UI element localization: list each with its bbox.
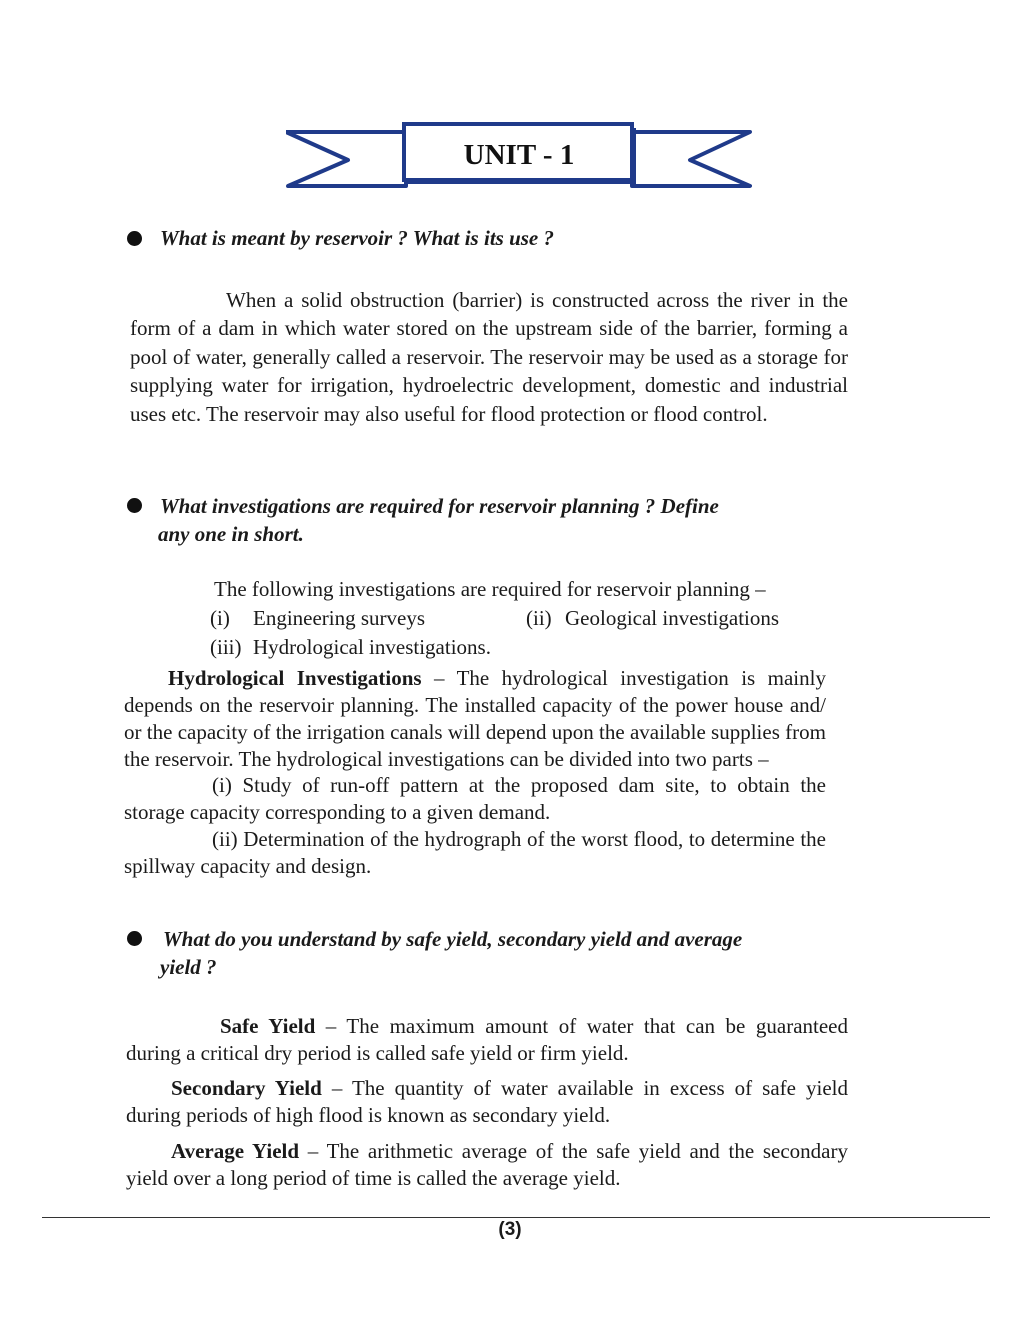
secondary-yield-paragraph (126, 1075, 848, 1129)
list-item-text: Engineering surveys (253, 606, 426, 630)
question-heading-line1: What do you understand by safe yield, secondary yield and average (163, 927, 743, 951)
term-label: Safe Yield (220, 1014, 316, 1038)
question-heading: What is meant by reservoir ? What is its use ? (160, 226, 554, 250)
hydrological-paragraph (124, 665, 826, 773)
page-number: (3) (498, 1219, 522, 1240)
bullet-icon (127, 498, 142, 513)
unit-title: UNIT - 1 (463, 138, 575, 171)
answer-paragraph: When a solid obstruction (barrier) is constructed across the river in the form of a dam in which water stored on the upstream side of the barrier, forming a pool of water, generally called a reservoir. The reservoir may be used as a storage for supplying water for irrigation, hydroelectric development, domestic and industrial uses etc. The reservoir may also useful for flood protection or flood control. (130, 288, 848, 426)
term-definition: – The maximum amount of water that can be guaranteed during a critical dry period is called safe yield or firm yield. (126, 1014, 848, 1065)
footer-divider (42, 1217, 990, 1218)
part-one-paragraph: (i) Study of run-off pattern at the proposed dam site, to obtain the storage capacity corresponding to a given demand. (124, 773, 826, 824)
intro-text: The following investigations are required for reservoir planning – (214, 577, 766, 601)
list-item-number: (i) (210, 606, 230, 630)
list-item-number: (ii) (526, 606, 552, 630)
part-two-paragraph: (ii) Determination of the hydrograph of the worst flood, to determine the spillway capacity and design. (124, 827, 826, 878)
term-label: Average Yield (171, 1139, 300, 1163)
safe-yield-paragraph (126, 1013, 848, 1067)
question-heading-line2: yield ? (160, 955, 217, 979)
bullet-icon (127, 231, 142, 246)
term-label: Secondary Yield (171, 1076, 322, 1100)
unit-banner (286, 118, 752, 194)
term-definition: – The arithmetic average of the safe yield and the secondary yield over a long period of time is called the average yield. (126, 1139, 848, 1190)
term-label: Hydrological Investigations (168, 666, 422, 690)
list-item-text: Geological investigations (565, 606, 780, 630)
list-item-number: (iii) (210, 635, 242, 659)
average-yield-paragraph (126, 1138, 848, 1192)
term-definition: – The hydrological investigation is mainly depends on the reservoir planning. The installed capacity of the power house and/ or the capacity of the irrigation canals will depend upon the available supplies from the reservoir. The hydrological investigations can be divided into two parts – (124, 666, 826, 771)
bullet-icon (127, 931, 142, 946)
question-heading-line2: any one in short. (158, 522, 304, 546)
question-heading-line1: What investigations are required for reservoir planning ? Define (160, 494, 719, 518)
list-item-text: Hydrological investigations. (253, 635, 491, 659)
term-definition: – The quantity of water available in excess of safe yield during periods of high flood is known as secondary yield. (126, 1076, 848, 1127)
